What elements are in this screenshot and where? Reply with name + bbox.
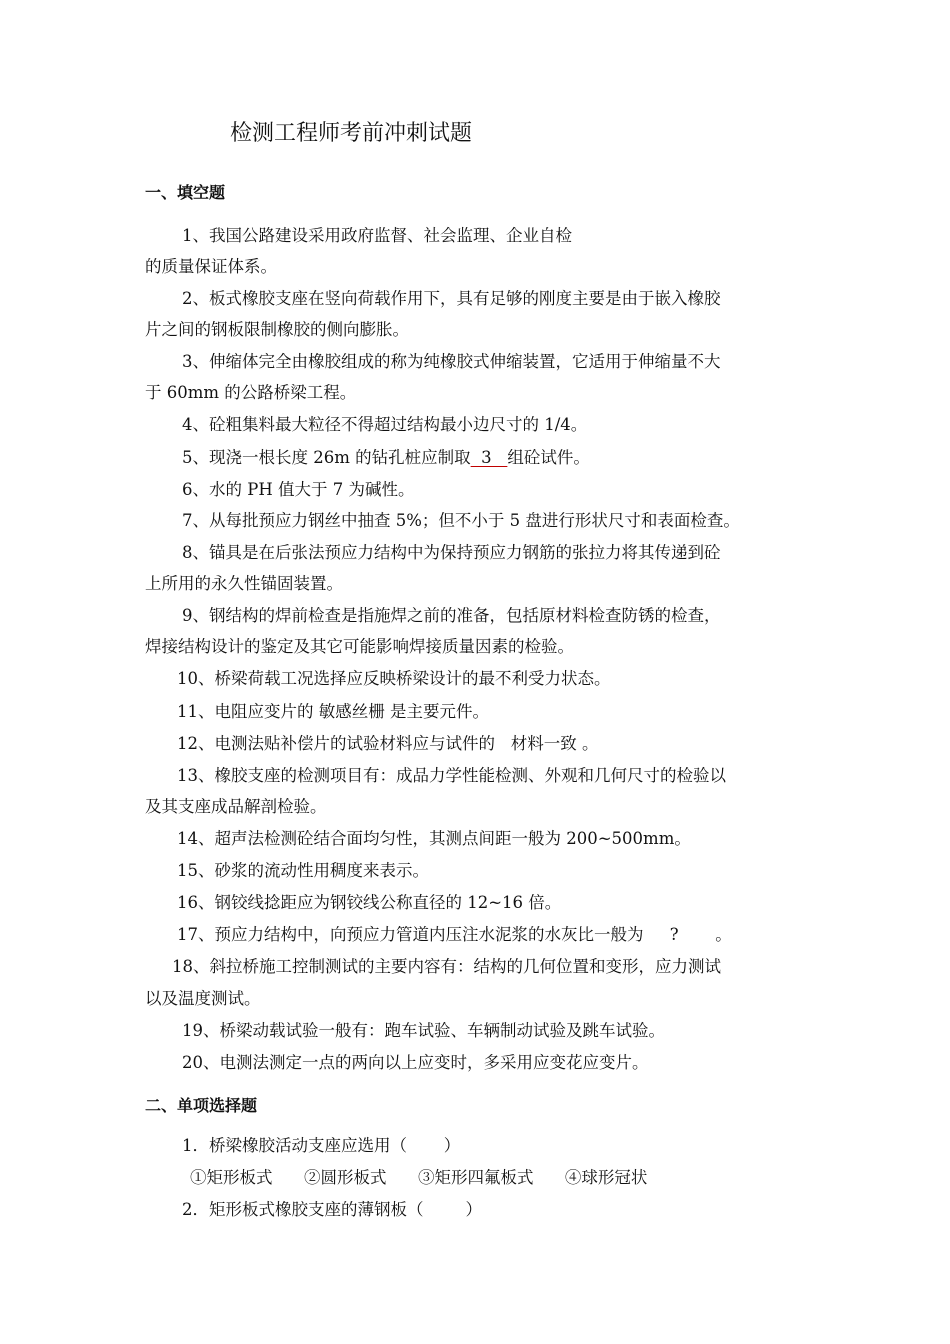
question-5-answer: 3: [470, 448, 508, 467]
question-3-line-1: 3、伸缩体完全由橡胶组成的称为纯橡胶式伸缩装置，它适用于伸缩量不大: [182, 352, 721, 371]
question-12: 12、电测法贴补偿片的试验材料应与试件的 材料一致 。: [177, 734, 599, 753]
question-17: 17、预应力结构中，向预应力管道内压注水泥浆的水灰比一般为 ? 。: [177, 925, 732, 944]
question-4: 4、砼粗集料最大粒径不得超过结构最小边尺寸的 1/4。: [182, 415, 588, 434]
question-14: 14、超声法检测砼结合面均匀性，其测点间距一般为 200~500mm。: [177, 829, 691, 848]
choice-question-2: 2．矩形板式橡胶支座的薄钢板（ ）: [182, 1200, 482, 1219]
question-9-line-1: 9、钢结构的焊前检查是指施焊之前的准备，包括原材料检查防锈的检查，: [182, 606, 721, 625]
question-11: 11、电阻应变片的 敏感丝栅 是主要元件。: [177, 702, 489, 721]
choice-question-1: 1．桥梁橡胶活动支座应选用（ ）: [182, 1136, 461, 1155]
question-5-text-end: 组砼试件。: [507, 448, 590, 467]
question-3-line-2: 于 60mm 的公路桥梁工程。: [145, 383, 357, 402]
question-9-line-2: 焊接结构设计的鉴定及其它可能影响焊接质量因素的检验。: [145, 637, 574, 656]
section-heading-fill-blank: 一、填空题: [145, 183, 226, 202]
question-5-text: 5、现浇一根长度 26m 的钻孔桩应制取: [182, 448, 471, 467]
question-8-line-1: 8、锚具是在后张法预应力结构中为保持预应力钢筋的张拉力将其传递到砼: [182, 543, 721, 562]
choice-question-1-options: ①矩形板式 ②圆形板式 ③矩形四氟板式 ④球形冠状: [190, 1168, 648, 1187]
question-13-line-1: 13、橡胶支座的检测项目有：成品力学性能检测、外观和几何尺寸的检验以: [177, 766, 726, 785]
question-1-line-1: 1、我国公路建设采用政府监督、社会监理、企业自检: [182, 226, 572, 245]
question-18-line-2: 以及温度测试。: [145, 989, 261, 1008]
question-8-line-2: 上所用的永久性锚固装置。: [145, 574, 343, 593]
question-15: 15、砂浆的流动性用稠度来表示。: [177, 861, 429, 880]
question-2-line-1: 2、板式橡胶支座在竖向荷载作用下，具有足够的刚度主要是由于嵌入橡胶: [182, 289, 721, 308]
question-13-line-2: 及其支座成品解剖检验。: [145, 797, 327, 816]
question-16: 16、钢铰线捻距应为钢铰线公称直径的 12~16 倍。: [177, 893, 562, 912]
question-7: 7、从每批预应力钢丝中抽查 5%；但不小于 5 盘进行形状尺寸和表面检查。: [182, 511, 740, 530]
section-heading-single-choice: 二、单项选择题: [145, 1096, 258, 1115]
question-1-line-2: 的质量保证体系。: [145, 257, 277, 276]
question-19: 19、桥梁动载试验一般有：跑车试验、车辆制动试验及跳车试验。: [182, 1021, 665, 1040]
question-20: 20、电测法测定一点的两向以上应变时，多采用应变花应变片。: [182, 1053, 649, 1072]
question-10: 10、桥梁荷载工况选择应反映桥梁设计的最不利受力状态。: [177, 669, 611, 688]
question-18-line-1: 18、斜拉桥施工控制测试的主要内容有：结构的几何位置和变形，应力测试: [172, 957, 721, 976]
question-6: 6、水的 PH 值大于 7 为碱性。: [182, 480, 415, 499]
question-5: [182, 446, 590, 470]
page-title: 检测工程师考前冲刺试题: [230, 121, 473, 146]
question-2-line-2: 片之间的钢板限制橡胶的侧向膨胀。: [145, 320, 409, 339]
